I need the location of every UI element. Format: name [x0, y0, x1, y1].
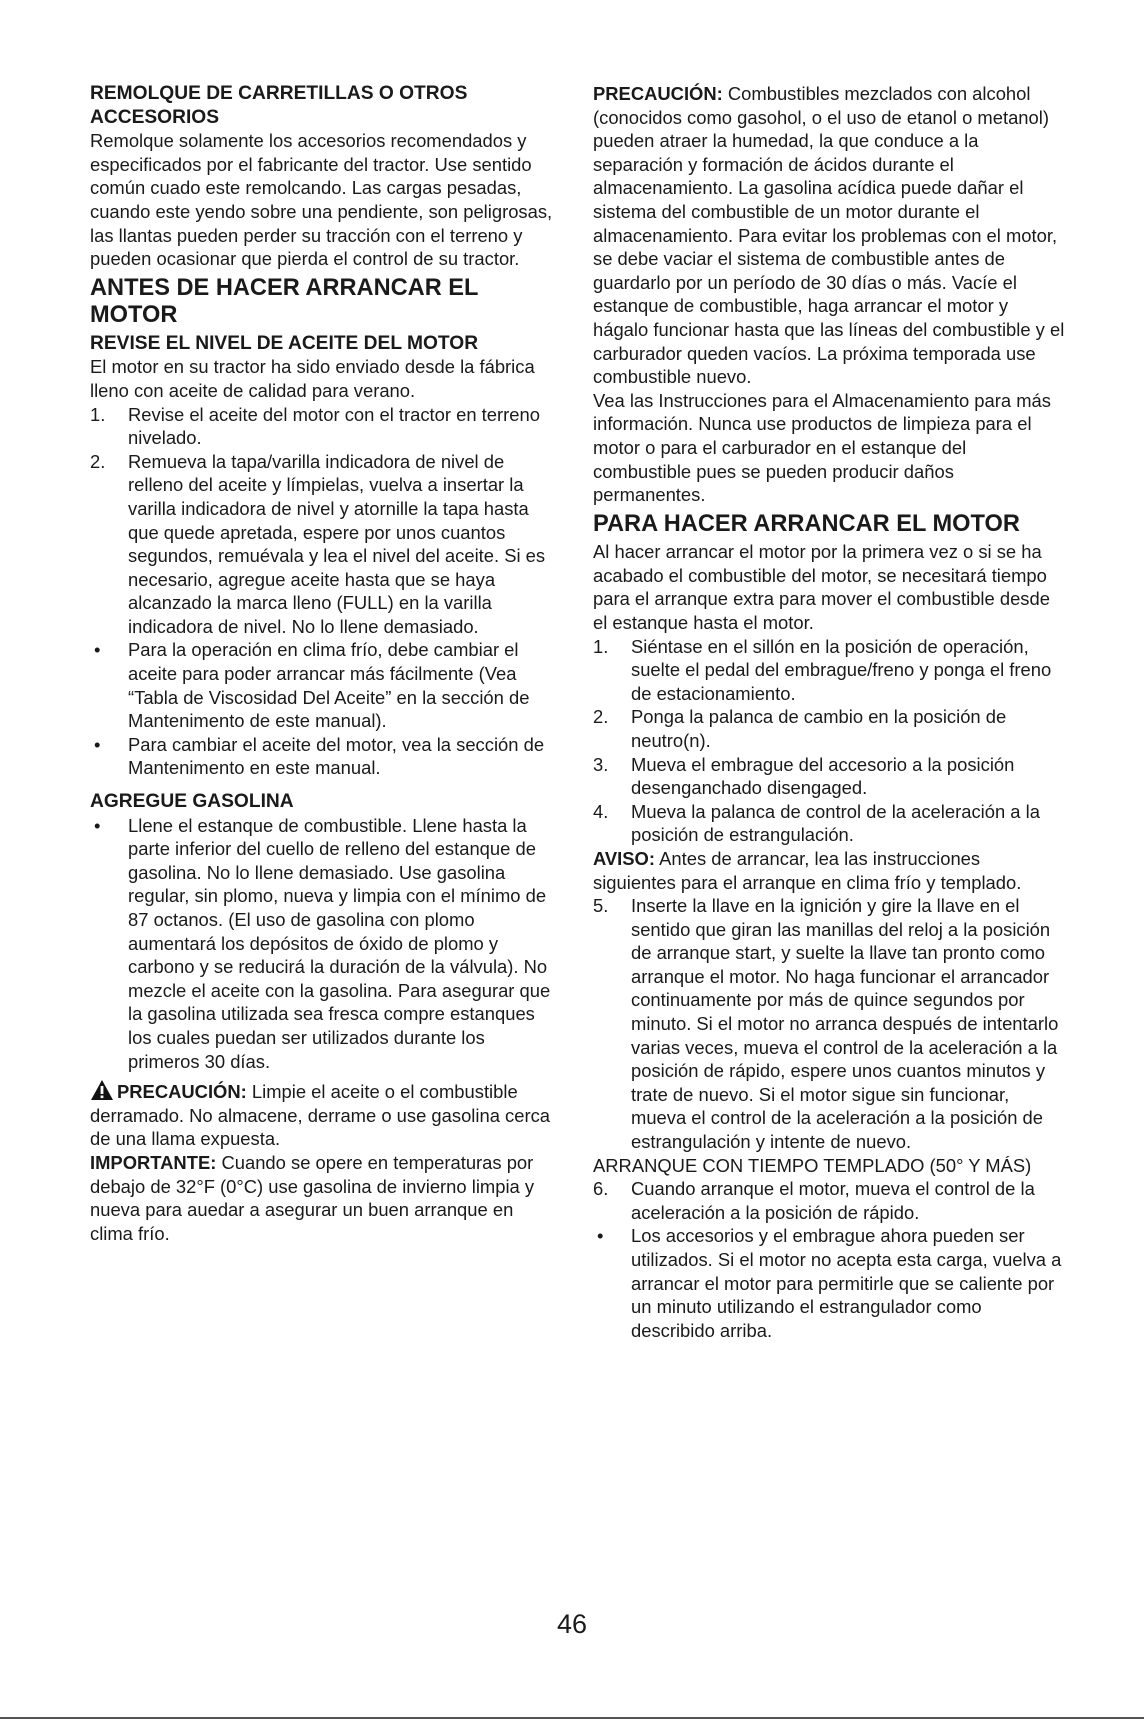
- bullet-icon: •: [94, 639, 101, 661]
- notice-paragraph: [593, 847, 1065, 894]
- bullet-text: Para cambiar el aceite del motor, vea la sección de Mantenimento en este manual.: [128, 733, 545, 779]
- step-number: 5.: [593, 895, 609, 917]
- important-paragraph: [90, 1151, 560, 1245]
- right-column: [593, 82, 1065, 1342]
- start-step: [593, 1177, 1065, 1224]
- warm-start-heading: ARRANQUE CON TIEMPO TEMPLADO (50° Y MÁS): [593, 1154, 1032, 1176]
- notice-text: Antes de arrancar, lea las instrucciones siguientes para el arranque en clima frío y templado.: [593, 847, 1022, 893]
- step-text: Inserte la llave en la ignición y gire la llave en el sentido que giran las manillas del reloj a la posición de arranque start, y suelte la llave tan pronto como arranque el motor. No haga funcionar el arrancador continuamente por más de quince segundos por minuto. Si el motor no arranca después de intentarlo varias veces, mueva el control de la aceleración a la posición de rápido, espere unos cuantos minutos y trate de nuevo. Si el motor sigue sin funcionar, mueva el control de la aceleración a la posición de estrangulación y intente de nuevo.: [631, 895, 1059, 1153]
- step-number: 1.: [593, 635, 609, 657]
- bullet-text: Los accesorios y el embrague ahora pueden ser utilizados. Si el motor no acepta esta carga, vuelva a arrancar el motor para permitirle que se caliente por un minuto utilizando el estrangulador como describido arriba.: [631, 1225, 1062, 1341]
- start-step: [593, 635, 1065, 706]
- start-bullet: [593, 1224, 1065, 1342]
- step-text: Revise el aceite del motor con el tractor en terreno nivelado.: [128, 403, 540, 449]
- bullet-icon: •: [94, 733, 101, 755]
- starting-intro: Al hacer arrancar el motor por la primera vez o si se ha acabado el combustible del motor, se necesitará tiempo para el arranque extra para mover el combustible desde el estanque hasta el motor.: [593, 541, 1050, 633]
- step-number: 3.: [593, 753, 609, 775]
- bullet-text: Para la operación en clima frío, debe cambiar el aceite para poder arrancar más fácilmente (Vea “Tabla de Viscosidad Del Aceite” en la sección de Mantenimento de este manual).: [128, 639, 530, 732]
- warning-triangle-icon: [90, 1079, 114, 1101]
- caution-text: Combustibles mezclados con alcohol (conocidos como gasohol, o el uso de etanol o metanol) pueden atraer la humedad, la que conduce a la separación y formación de ácidos durante el almacenamiento. La gasolina acídica puede dañar el sistema del combustible de un motor durante el almacenamiento. Para evitar los problemas con el motor, se debe vaciar el sistema de combustible antes de guardarlo por un período de 30 días o más. Vacíe el estanque de combustible, haga arrancar el motor y hágalo funcionar hasta que las líneas del combustible y el carburador queden vacíos. La próxima temporada use combustible nuevo.: [593, 83, 1065, 388]
- storage-note: Vea las Instrucciones para el Almacenamiento para más información. Nunca use productos de limpieza para el motor o para el carburador en el estanque del combustible pues se pueden producir daños permanentes.: [593, 389, 1051, 506]
- left-column: [90, 82, 560, 1245]
- step-text: Ponga la palanca de cambio en la posición de neutro(n).: [631, 706, 1007, 751]
- step-text: Siéntase en el sillón en la posición de operación, suelte el pedal del embrague/freno y ponga el freno de estacionamiento.: [631, 635, 1052, 704]
- start-step: [593, 800, 1065, 847]
- page-number: 46: [556, 1609, 588, 1639]
- step-number: 1.: [90, 403, 106, 425]
- notice-label: AVISO:: [593, 847, 655, 869]
- towing-heading: REMOLQUE DE CARRETILLAS O OTROS ACCESORIOS: [90, 83, 468, 128]
- important-text: Cuando se opere en temperaturas por debajo de 32°F (0°C) use gasolina de invierno limpia y nueva para auedar a asegurar un buen arranque en clima frío.: [90, 1151, 535, 1244]
- start-step: [593, 753, 1065, 800]
- starting-heading: PARA HACER ARRANCAR EL MOTOR: [593, 510, 1020, 537]
- bottom-rule: [0, 1717, 1144, 1719]
- caution-label: PRECAUCIÓN:: [117, 1081, 247, 1103]
- start-step: [593, 894, 1065, 1154]
- bullet-icon: •: [597, 1225, 604, 1247]
- step-number: 2.: [90, 450, 106, 472]
- caution-paragraph: [90, 1079, 560, 1151]
- oil-intro: El motor en su tractor ha sido enviado desde la fábrica lleno con aceite de calidad para verano.: [90, 356, 535, 401]
- step-text: Cuando arranque el motor, mueva el control de la aceleración a la posición de rápido.: [631, 1178, 1035, 1223]
- caution-text: Limpie el aceite o el combustible derramado. No almacene, derrame o use gasolina cerca de una llama expuesta.: [90, 1081, 551, 1150]
- alcohol-caution-paragraph: [593, 82, 1065, 389]
- step-text: Mueva el embrague del accesorio a la posición desenganchado disengaged.: [631, 753, 1015, 799]
- step-text: Mueva la palanca de control de la aceleración a la posición de estrangulación.: [631, 800, 1040, 846]
- before-start-heading: ANTES DE HACER ARRANCAR EL MOTOR: [90, 274, 479, 329]
- important-label: IMPORTANTE:: [90, 1151, 217, 1173]
- fuel-bullet: [90, 814, 560, 1074]
- bullet-icon: •: [94, 814, 101, 836]
- step-number: 2.: [593, 706, 609, 728]
- oil-step: [90, 450, 560, 639]
- start-step: [593, 705, 1065, 752]
- step-number: 6.: [593, 1178, 609, 1200]
- oil-heading: REVISE EL NIVEL DE ACEITE DEL MOTOR: [90, 332, 479, 354]
- oil-bullet: [90, 733, 560, 780]
- towing-body: Remolque solamente los accesorios recomendados y especificados por el fabricante del tractor. Use sentido común cuado este remolcando. Las cargas pesadas, cuando este yendo sobre una pendiente, son peligrosas, las llantas pueden perder su tracción con el terreno y pueden ocasionar que pierda el control de su tractor.: [90, 130, 553, 270]
- caution-label: PRECAUCIÓN:: [593, 83, 723, 104]
- fuel-heading: AGREGUE GASOLINA: [90, 791, 294, 813]
- oil-step: [90, 403, 560, 450]
- bullet-text: Llene el estanque de combustible. Llene hasta la parte inferior del cuello de relleno del estanque de gasolina. No lo llene demasiado. Use gasolina regular, sin plomo, nueva y limpia con el mínimo de 87 octanos. (El uso de gasolina con plomo aumentará los depósitos de óxido de plomo y carbono y se reducirá la duración de la válvula). No mezcle el aceite con la gasolina. Para asegurar que la gasolina utilizada sea fresca compre estanques los cuales puedan ser utilizados durante los primeros 30 días.: [128, 814, 551, 1072]
- step-text: Remueva la tapa/varilla indicadora de nivel de relleno del aceite y límpielas, vuelva a insertar la varilla indicadora de nivel y atornille la tapa hasta que quede apretada, espere por unos cuantos segundos, remuévala y lea el nivel del aceite. Si es necesario, agregue aceite hasta que se haya alcanzado la marca lleno (FULL) en la varilla indicadora de nivel. No lo llene demasiado.: [128, 450, 546, 637]
- step-number: 4.: [593, 800, 609, 822]
- oil-bullet: [90, 638, 560, 732]
